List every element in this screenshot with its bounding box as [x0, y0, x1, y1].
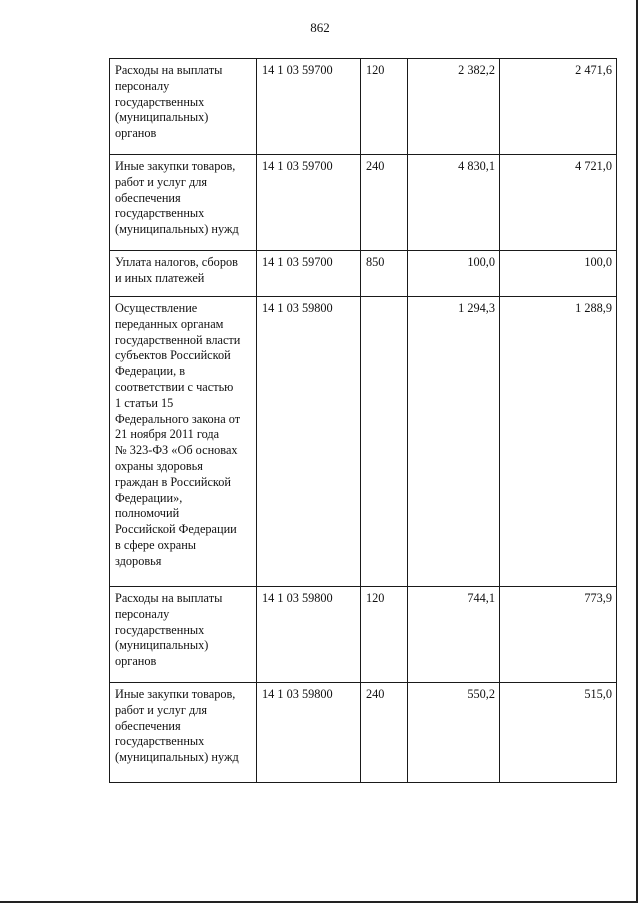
row-type: 120	[361, 59, 408, 155]
row-name-cell	[110, 251, 257, 297]
row-name-cell	[110, 683, 257, 783]
row-name-cell	[110, 587, 257, 683]
row-name-cell	[110, 155, 257, 251]
row-code: 14 1 03 59700	[257, 59, 361, 155]
row-code: 14 1 03 59700	[257, 251, 361, 297]
row-value2: 515,0	[500, 683, 617, 783]
table-row	[110, 155, 617, 251]
row-value1: 744,1	[408, 587, 500, 683]
budget-table	[109, 58, 617, 783]
row-value1: 4 830,1	[408, 155, 500, 251]
row-value2: 773,9	[500, 587, 617, 683]
row-type	[361, 297, 408, 587]
row-value2: 2 471,6	[500, 59, 617, 155]
row-type: 120	[361, 587, 408, 683]
row-code: 14 1 03 59700	[257, 155, 361, 251]
row-value2: 100,0	[500, 251, 617, 297]
row-name: Расходы на выплаты персоналу государственных (муниципальных) органов	[115, 591, 223, 669]
row-type: 240	[361, 155, 408, 251]
row-name-cell	[110, 59, 257, 155]
table-row	[110, 59, 617, 155]
row-value1: 1 294,3	[408, 297, 500, 587]
row-code: 14 1 03 59800	[257, 683, 361, 783]
row-name: Иные закупки товаров, работ и услуг для обеспечения государственных (муниципальных) нужд	[115, 159, 239, 237]
row-value1: 100,0	[408, 251, 500, 297]
row-type: 850	[361, 251, 408, 297]
row-value1: 2 382,2	[408, 59, 500, 155]
page-number: 862	[310, 20, 330, 35]
table-row	[110, 297, 617, 587]
row-value1: 550,2	[408, 683, 500, 783]
row-name: Иные закупки товаров, работ и услуг для обеспечения государственных (муниципальных) нужд	[115, 687, 239, 765]
row-value2: 1 288,9	[500, 297, 617, 587]
table-row	[110, 683, 617, 783]
row-value2: 4 721,0	[500, 155, 617, 251]
row-name: Расходы на выплаты персоналу государственных (муниципальных) органов	[115, 63, 223, 141]
table-row	[110, 587, 617, 683]
row-code: 14 1 03 59800	[257, 587, 361, 683]
row-name: Осуществление переданных органам государственной власти субъектов Российской Федерации, в соответствии с частью 1 статьи 15 Федерального закона от 21 ноября 2011 года № 323-ФЗ «Об основах охраны здоровья граждан в Российской Федерации», полномочий Российской Федерации в сфере охраны здоровья	[115, 301, 241, 568]
row-type: 240	[361, 683, 408, 783]
row-name-cell	[110, 297, 257, 587]
row-name: Уплата налогов, сборов и иных платежей	[115, 255, 238, 285]
row-code: 14 1 03 59800	[257, 297, 361, 587]
table-row	[110, 251, 617, 297]
